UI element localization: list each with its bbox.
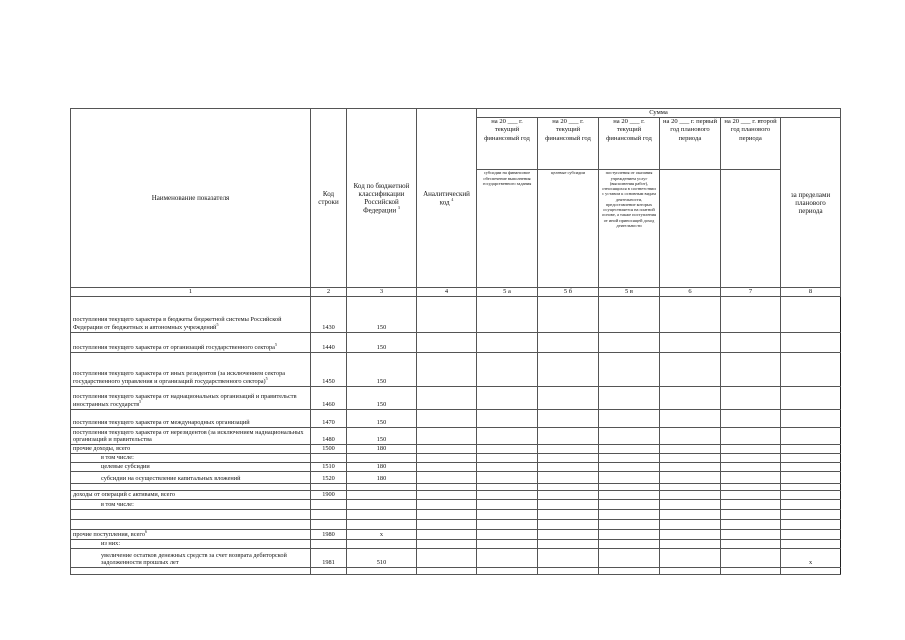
row-value-cell[interactable] [477, 352, 538, 386]
row-value-cell[interactable] [417, 462, 477, 471]
row-budget-code: 150 [347, 332, 417, 352]
row-value-cell[interactable] [660, 352, 721, 386]
row-value-cell[interactable] [417, 296, 477, 332]
row-budget-code: 150 [347, 409, 417, 427]
row-value-cell[interactable] [660, 567, 721, 574]
table-row [71, 296, 841, 332]
row-value-cell[interactable] [660, 462, 721, 471]
row-value-cell[interactable] [660, 453, 721, 462]
row-budget-code [347, 567, 417, 574]
row-label: в том числе: [71, 453, 311, 462]
row-value-cell[interactable] [599, 539, 660, 548]
row-beyond-period-value[interactable] [781, 490, 841, 499]
row-value-cell[interactable] [417, 409, 477, 427]
row-budget-code [347, 483, 417, 490]
row-budget-code [347, 453, 417, 462]
row-label: поступления текущего характера в бюджеты бюджетной системы Российской Федерации от бюджетных и автономных учреждений$^5$ [71, 296, 311, 332]
table-row [71, 462, 841, 471]
row-value-cell[interactable] [417, 499, 477, 509]
row-code: 1510 [311, 462, 347, 471]
row-value-cell[interactable] [599, 462, 660, 471]
row-beyond-period-value[interactable] [781, 453, 841, 462]
row-value-cell[interactable] [538, 332, 599, 352]
row-value-cell[interactable] [660, 471, 721, 483]
row-beyond-period-value[interactable] [781, 483, 841, 490]
row-value-cell[interactable] [477, 332, 538, 352]
row-label: прочие поступления, всего$^6$ [71, 529, 311, 539]
row-value-cell[interactable] [538, 296, 599, 332]
row-label: поступления текущего характера от наднациональных организаций и правительств иностранных государств$^5$ [71, 386, 311, 409]
row-code [311, 519, 347, 529]
row-value-cell[interactable] [599, 529, 660, 539]
row-value-cell[interactable] [417, 483, 477, 490]
row-budget-code [347, 519, 417, 529]
row-value-cell[interactable] [417, 529, 477, 539]
row-value-cell[interactable] [660, 427, 721, 444]
row-value-cell[interactable] [477, 386, 538, 409]
row-value-cell[interactable] [660, 444, 721, 453]
row-value-cell[interactable] [417, 427, 477, 444]
row-value-cell[interactable] [417, 471, 477, 483]
row-code [311, 509, 347, 519]
row-value-cell[interactable] [477, 483, 538, 490]
row-code: 1900 [311, 490, 347, 499]
header-period-6: на 20 ___ г. первый год планового периода [660, 118, 721, 170]
row-value-cell[interactable] [660, 483, 721, 490]
row-value-cell[interactable] [660, 409, 721, 427]
row-value-cell[interactable] [538, 462, 599, 471]
row-budget-code [347, 509, 417, 519]
row-code: 1480 [311, 427, 347, 444]
row-code: 1440 [311, 332, 347, 352]
table-row [71, 483, 841, 490]
row-value-cell[interactable] [599, 386, 660, 409]
row-budget-code: 150 [347, 352, 417, 386]
row-value-cell[interactable] [599, 567, 660, 574]
header-code: Код строки [311, 109, 347, 288]
row-value-cell[interactable] [538, 427, 599, 444]
row-label: поступления текущего характера от нерезидентов (за исключением наднациональных организаций и правительства [71, 427, 311, 444]
column-number: 1 [71, 288, 311, 296]
row-budget-code: 510 [347, 548, 417, 567]
row-value-cell[interactable] [721, 509, 781, 519]
row-value-cell[interactable] [417, 548, 477, 567]
row-value-cell[interactable] [477, 427, 538, 444]
row-beyond-period-value[interactable] [781, 462, 841, 471]
table-row [71, 519, 841, 529]
table-row [71, 509, 841, 519]
table-row [71, 499, 841, 509]
row-value-cell[interactable] [477, 539, 538, 548]
row-code: 1460 [311, 386, 347, 409]
table-row [71, 529, 841, 539]
row-value-cell[interactable] [477, 444, 538, 453]
row-value-cell[interactable] [721, 352, 781, 386]
row-beyond-period-value[interactable] [781, 409, 841, 427]
row-budget-code [347, 490, 417, 499]
row-value-cell[interactable] [538, 409, 599, 427]
column-number: 6 [660, 288, 721, 296]
row-beyond-period-value[interactable] [781, 539, 841, 548]
row-value-cell[interactable] [417, 490, 477, 499]
row-beyond-period-value[interactable] [781, 444, 841, 453]
note-state-task: субсидии на финансовое обеспечение выполнения государственного задания [477, 170, 538, 288]
column-number: 5 б [538, 288, 599, 296]
header-sum: Сумма [477, 109, 841, 118]
column-number: 7 [721, 288, 781, 296]
row-value-cell[interactable] [599, 490, 660, 499]
table-row [71, 386, 841, 409]
row-value-cell[interactable] [660, 539, 721, 548]
header-period-5a: на 20 ___ г. текущий финансовый год [477, 118, 538, 170]
table-row [71, 427, 841, 444]
row-value-cell[interactable] [538, 567, 599, 574]
row-value-cell[interactable] [721, 490, 781, 499]
row-value-cell[interactable] [417, 567, 477, 574]
row-code [311, 483, 347, 490]
column-number: 3 [347, 288, 417, 296]
table-row [71, 409, 841, 427]
row-value-cell[interactable] [538, 386, 599, 409]
row-value-cell[interactable] [599, 483, 660, 490]
row-value-cell[interactable] [660, 296, 721, 332]
row-value-cell[interactable] [417, 386, 477, 409]
header-period-5v: на 20 ___ г. текущий финансовый год [599, 118, 660, 170]
row-beyond-period-value[interactable] [781, 471, 841, 483]
row-code: 1980 [311, 529, 347, 539]
row-value-cell[interactable] [721, 567, 781, 574]
row-value-cell[interactable] [599, 427, 660, 444]
row-value-cell[interactable] [599, 409, 660, 427]
header-analytic-code: Аналитический код $^4$ [417, 109, 477, 288]
row-label: целевые субсидии [71, 462, 311, 471]
row-value-cell[interactable] [721, 409, 781, 427]
row-beyond-period-value[interactable] [781, 352, 841, 386]
row-value-cell[interactable] [417, 352, 477, 386]
row-code: 1520 [311, 471, 347, 483]
row-budget-code: 180 [347, 471, 417, 483]
row-value-cell[interactable] [599, 519, 660, 529]
row-value-cell[interactable] [477, 296, 538, 332]
row-beyond-period-value[interactable] [781, 529, 841, 539]
row-budget-code [347, 539, 417, 548]
row-code [311, 453, 347, 462]
row-code: 1470 [311, 409, 347, 427]
column-number: 5 в [599, 288, 660, 296]
row-value-cell[interactable] [538, 471, 599, 483]
table-row [71, 332, 841, 352]
row-code [311, 567, 347, 574]
note-paid-services: поступления от оказания учреждением услуг (выполнения работ), относящихся в соответствии с уставом к основным видам деятельности, предоставление которых осуществляется на платной основе, а также поступления от иной приносящей доход деятельности [599, 170, 660, 288]
row-budget-code: х [347, 529, 417, 539]
table-row [71, 539, 841, 548]
row-label [71, 519, 311, 529]
row-code: 1981 [311, 548, 347, 567]
row-value-cell[interactable] [538, 490, 599, 499]
row-value-cell[interactable] [599, 352, 660, 386]
row-beyond-period-value[interactable] [781, 519, 841, 529]
row-value-cell[interactable] [538, 352, 599, 386]
row-code: 1500 [311, 444, 347, 453]
row-value-cell[interactable] [538, 483, 599, 490]
row-value-cell[interactable] [417, 332, 477, 352]
row-value-cell[interactable] [477, 462, 538, 471]
row-value-cell[interactable] [721, 453, 781, 462]
table-body [71, 296, 841, 574]
column-number: 2 [311, 288, 347, 296]
row-budget-code: 180 [347, 462, 417, 471]
row-label: в том числе: [71, 499, 311, 509]
column-number: 8 [781, 288, 841, 296]
row-beyond-period-value[interactable] [781, 296, 841, 332]
row-beyond-period-value[interactable]: х [781, 548, 841, 567]
row-value-cell[interactable] [660, 386, 721, 409]
table-row [71, 352, 841, 386]
row-value-cell[interactable] [538, 509, 599, 519]
table-row [71, 548, 841, 567]
header-name: Наименование показателя [71, 109, 311, 288]
row-value-cell[interactable] [599, 471, 660, 483]
row-budget-code: 180 [347, 444, 417, 453]
row-value-cell[interactable] [477, 548, 538, 567]
row-value-cell[interactable] [538, 529, 599, 539]
row-label: поступления текущего характера от организаций государственного сектора$^5$ [71, 332, 311, 352]
row-label [71, 483, 311, 490]
row-code [311, 539, 347, 548]
row-value-cell[interactable] [538, 548, 599, 567]
row-beyond-period-value[interactable] [781, 499, 841, 509]
row-value-cell[interactable] [477, 567, 538, 574]
column-numbers-row [71, 288, 841, 296]
row-value-cell[interactable] [721, 471, 781, 483]
row-value-cell[interactable] [477, 529, 538, 539]
row-value-cell[interactable] [721, 386, 781, 409]
row-label [71, 567, 311, 574]
row-value-cell[interactable] [721, 483, 781, 490]
row-label: прочие доходы, всего [71, 444, 311, 453]
row-label: субсидии на осуществление капитальных вложений [71, 471, 311, 483]
row-value-cell[interactable] [721, 499, 781, 509]
row-value-cell[interactable] [660, 548, 721, 567]
table-row [71, 453, 841, 462]
row-value-cell[interactable] [721, 519, 781, 529]
row-beyond-period-value[interactable] [781, 567, 841, 574]
row-value-cell[interactable] [599, 548, 660, 567]
row-beyond-period-value[interactable] [781, 427, 841, 444]
row-value-cell[interactable] [660, 490, 721, 499]
row-value-cell[interactable] [417, 509, 477, 519]
row-label: поступления текущего характера от иных резидентов (за исключением сектора государственного управления и организаций государственного сектора)$^5$ [71, 352, 311, 386]
row-value-cell[interactable] [538, 499, 599, 509]
row-beyond-period-value[interactable] [781, 509, 841, 519]
row-value-cell[interactable] [721, 296, 781, 332]
row-value-cell[interactable] [599, 499, 660, 509]
row-value-cell[interactable] [477, 409, 538, 427]
row-value-cell[interactable] [660, 332, 721, 352]
row-value-cell[interactable] [660, 519, 721, 529]
row-value-cell[interactable] [477, 471, 538, 483]
row-beyond-period-value[interactable] [781, 386, 841, 409]
row-budget-code: 150 [347, 386, 417, 409]
table-row [71, 567, 841, 574]
row-label: увеличение остатков денежных средств за счет возврата дебиторской задолженности прошлых лет [71, 548, 311, 567]
note-target-subsidies: целевые субсидии [538, 170, 599, 288]
row-budget-code [347, 499, 417, 509]
header-period-5b: на 20 ___ г. текущий финансовый год [538, 118, 599, 170]
row-value-cell[interactable] [477, 509, 538, 519]
row-value-cell[interactable] [477, 499, 538, 509]
row-value-cell[interactable] [599, 444, 660, 453]
row-value-cell[interactable] [538, 519, 599, 529]
row-value-cell[interactable] [721, 548, 781, 567]
row-value-cell[interactable] [721, 332, 781, 352]
table-row [71, 471, 841, 483]
row-value-cell[interactable] [660, 499, 721, 509]
row-value-cell[interactable] [477, 453, 538, 462]
row-value-cell[interactable] [599, 296, 660, 332]
row-label: из них: [71, 539, 311, 548]
row-value-cell[interactable] [660, 509, 721, 519]
row-value-cell[interactable] [417, 444, 477, 453]
table-row [71, 444, 841, 453]
row-value-cell[interactable] [660, 529, 721, 539]
header-beyond-period: за пределами планового периода [781, 118, 841, 288]
row-value-cell[interactable] [417, 453, 477, 462]
column-number: 4 [417, 288, 477, 296]
row-beyond-period-value[interactable] [781, 332, 841, 352]
row-value-cell[interactable] [599, 509, 660, 519]
row-value-cell[interactable] [599, 332, 660, 352]
row-value-cell[interactable] [538, 453, 599, 462]
table-row [71, 490, 841, 499]
row-value-cell[interactable] [477, 519, 538, 529]
row-value-cell[interactable] [721, 529, 781, 539]
row-label [71, 509, 311, 519]
row-label: поступления текущего характера от международных организаций [71, 409, 311, 427]
row-value-cell[interactable] [538, 539, 599, 548]
row-value-cell[interactable] [417, 519, 477, 529]
budget-table [70, 108, 841, 575]
row-value-cell[interactable] [477, 490, 538, 499]
row-value-cell[interactable] [721, 427, 781, 444]
row-budget-code: 150 [347, 296, 417, 332]
row-value-cell[interactable] [721, 539, 781, 548]
header-budget-code: Код по бюджетной классификации Российской Федерации $^3$ [347, 109, 417, 288]
row-value-cell[interactable] [417, 539, 477, 548]
row-code: 1430 [311, 296, 347, 332]
row-label: доходы от операций с активами, всего [71, 490, 311, 499]
column-number: 5 а [477, 288, 538, 296]
row-budget-code: 150 [347, 427, 417, 444]
row-value-cell[interactable] [721, 444, 781, 453]
row-value-cell[interactable] [721, 462, 781, 471]
row-code: 1450 [311, 352, 347, 386]
row-value-cell[interactable] [538, 444, 599, 453]
row-value-cell[interactable] [599, 453, 660, 462]
row-code [311, 499, 347, 509]
header-period-7: на 20 ___ г. второй год планового периода [721, 118, 781, 170]
